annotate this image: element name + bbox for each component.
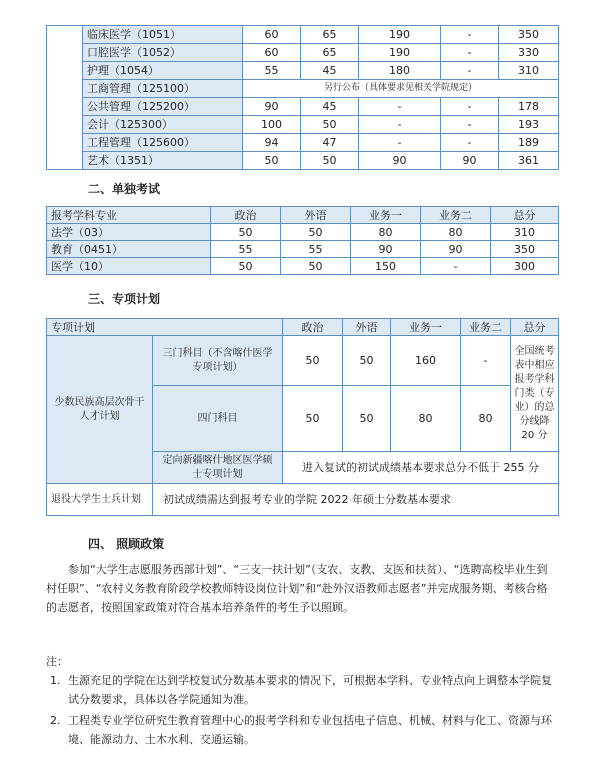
- table-row: 工程管理（125600） 94 47 - - 189: [47, 134, 559, 152]
- note-item: 1. 生源充足的学院在达到学校复试分数基本要求的情况下，可根据本学科、专业特点向上调整本学院复试分数要求，具体以各学院通知为准。: [50, 674, 552, 706]
- policy-paragraph: 参加“大学生志愿服务西部计划”、“三支一扶计划”（支农、支教、支医和扶贫）、“选聘高校毕业生到村任职”、“农村义务教育阶段学校教师特设岗位计划”和“赴外汉语教师志愿者”并完成服务期、考核合格的志愿者，按照国家政策对符合基本培养条件的考生予以照顾。: [46, 563, 548, 614]
- score-table-unified: [46, 25, 559, 170]
- section-heading-special-plans: 三、专项计划: [88, 292, 161, 306]
- table-row: 退役大学生士兵计划 初试成绩需达到报考专业的学院 2022 年硕士分数基本要求: [47, 484, 559, 516]
- table-row: 教育（0451） 55 55 90 90 350: [47, 241, 559, 258]
- table-row: 医学（10） 50 50 150 - 300: [47, 258, 559, 275]
- section-heading-preferential-policy: 四、 照顾政策: [88, 537, 165, 551]
- table-row: 艺术（1351） 50 50 90 90 361: [47, 152, 559, 170]
- table-row: 四门科目 50 50 80 80: [47, 386, 559, 452]
- score-table-special: [46, 318, 559, 516]
- table-header-row: 专项计划 政治 外语 业务一 业务二 总分: [47, 319, 559, 336]
- table-row: 法学（03） 50 50 80 80 310: [47, 224, 559, 241]
- table-row: 定向新疆喀什地区医学硕士专项计划 进入复试的初试成绩基本要求总分不低于 255 分: [47, 452, 559, 484]
- table-row: 临床医学（1051） 60 65 190 - 350: [47, 26, 559, 44]
- score-table-independent: [46, 206, 559, 275]
- table-row: 会计（125300） 100 50 - - 193: [47, 116, 559, 134]
- table-row: 公共管理（125200） 90 45 - - 178: [47, 98, 559, 116]
- table-row: 工商管理（125100） 另行公布（具体要求见相关学院规定）: [47, 80, 559, 98]
- table-row: 口腔医学（1052） 60 65 190 - 330: [47, 44, 559, 62]
- notes-heading: 注：: [46, 655, 68, 668]
- table-row: 少数民族高层次骨干人才计划 三门科目（不含喀什医学专项计划） 50 50 160 - 全国统考表中相应报考学科门类（专业）的总分线降 20 分: [47, 336, 559, 386]
- section-heading-independent-exam: 二、单独考试: [88, 182, 161, 196]
- note-item: 2. 工程类专业学位研究生教育管理中心的报考学科和专业包括电子信息、机械、材料与化工、资源与环境、能源动力、土木水利、交通运输。: [50, 714, 552, 746]
- table-header-row: 报考学科专业 政治 外语 业务一 业务二 总分: [47, 207, 559, 224]
- table-row: 护理（1054） 55 45 180 - 310: [47, 62, 559, 80]
- category-cell: [47, 26, 83, 170]
